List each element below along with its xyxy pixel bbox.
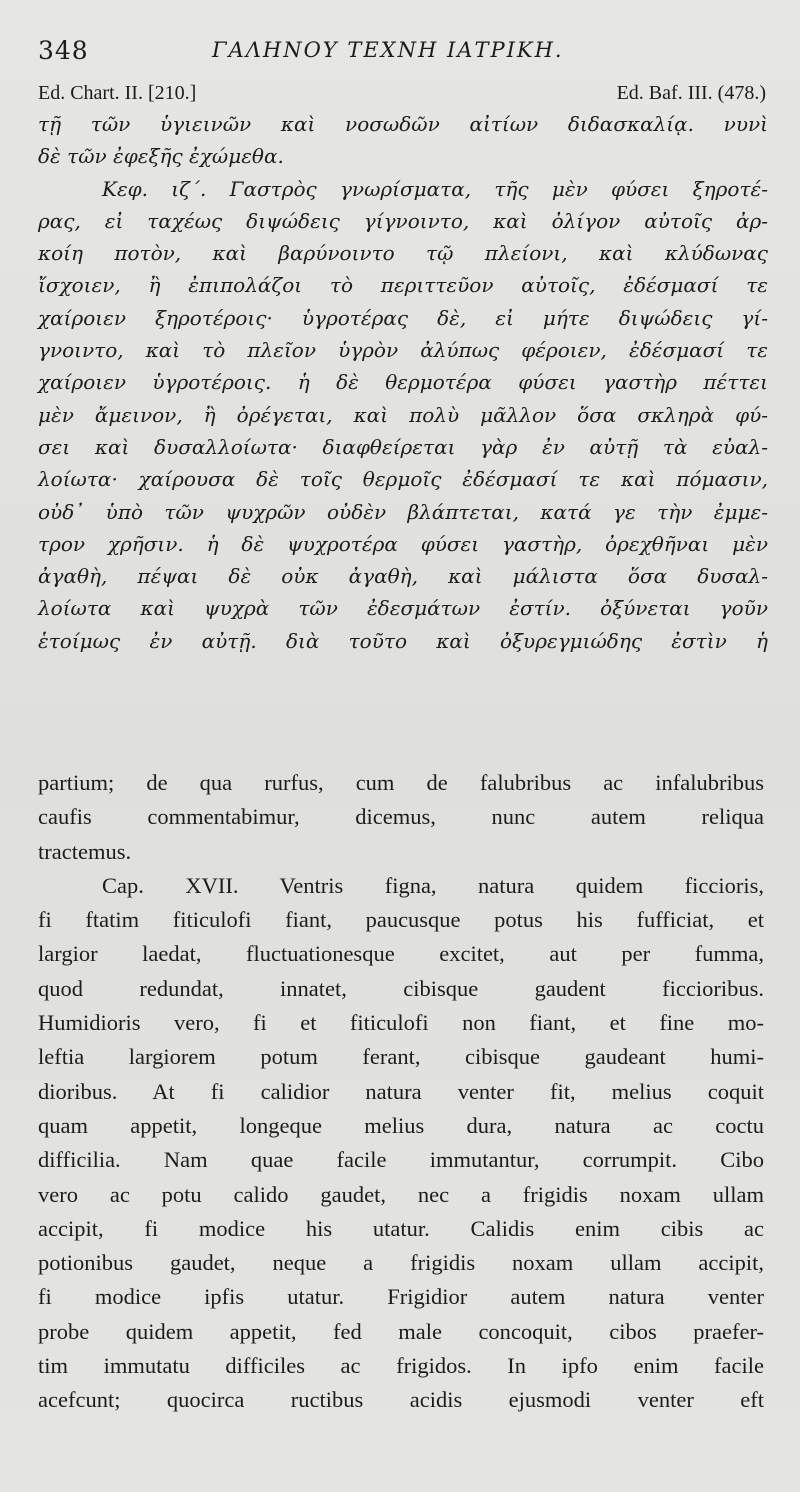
- latin-line: caufis commentabimur, dicemus, nunc autem reliqua: [38, 804, 764, 830]
- greek-line: τῇ τῶν ὑγιεινῶν καὶ νοσωδῶν αἰτίων διδασκαλίᾳ. νυνὶ: [38, 112, 768, 136]
- latin-line: leftia largiorem potum ferant, cibisque gaudeant humi-: [38, 1044, 764, 1070]
- greek-line: γνοιντο, καὶ τὸ πλεῖον ὑγρὸν ἀλύπως φέροιεν, ἐδέσμασί τε: [38, 338, 768, 363]
- greek-line: μὲν ἄμεινον, ἢ ὀρέγεται, καὶ πολὺ μᾶλλον ὅσα σκληρὰ φύ-: [38, 402, 768, 427]
- latin-text-block: [38, 766, 764, 1418]
- latin-line: accipit, fi modice his utatur. Calidis enim cibis ac: [38, 1215, 764, 1241]
- latin-line: tractemus.: [38, 838, 132, 864]
- greek-chapter-heading-line: Κεφ. ιζ΄. Γαστρὸς γνωρίσματα, τῆς μὲν φύσει ξηροτέ-: [102, 176, 768, 201]
- latin-line: largior laedat, fluctuationesque excitet, aut per fumma,: [38, 941, 764, 967]
- edition-references: [38, 82, 766, 108]
- greek-line: λοίωτα καὶ ψυχρὰ τῶν ἐδεσμάτων ἐστίν. ὀξύνεται γοῦν: [38, 596, 768, 621]
- latin-line: vero ac potu calido gaudet, nec a frigidis noxam ullam: [38, 1181, 764, 1207]
- greek-line: ρας, εἰ ταχέως διψώδεις γίγνοιντο, καὶ ὀλίγον αὐτοῖς ἀρ-: [38, 208, 768, 233]
- latin-line: difficilia. Nam quae facile immutantur, corrumpit. Cibo: [38, 1147, 764, 1173]
- page-number: 348: [38, 36, 89, 65]
- latin-line: fi modice ipfis utatur. Frigidior autem natura venter: [38, 1284, 764, 1310]
- greek-line: λοίωτα· χαίρουσα δὲ τοῖς θερμοῖς ἐδέσμασί τε καὶ πόμασιν,: [38, 467, 768, 492]
- greek-text-block: [38, 108, 768, 657]
- running-title: ΓΑΛΗΝΟΥ ΤΕΧΝΗ ΙΑΤΡΙΚΗ.: [212, 38, 564, 62]
- latin-line: dioribus. At fi calidior natura venter fit, melius coquit: [38, 1078, 764, 1104]
- latin-line: quod redundat, innatet, cibisque gaudent ficcioribus.: [38, 975, 764, 1001]
- greek-line: δὲ τῶν ἐφεξῆς ἐχώμεθα.: [38, 144, 284, 169]
- latin-line: tim immutatu difficiles ac frigidos. In ipfo enim facile: [38, 1353, 764, 1379]
- page-header: [38, 30, 778, 70]
- latin-chapter-heading-line: Cap. XVII. Ventris figna, natura quidem ficcioris,: [102, 872, 764, 898]
- greek-line: ἴσχοιεν, ἢ ἐπιπολάζοι τὸ περιττεῦον αὐτοῖς, ἐδέσμασί τε: [38, 273, 768, 298]
- latin-line: quam appetit, longeque melius dura, natura ac coctu: [38, 1112, 764, 1138]
- greek-line: τρον χρῆσιν. ἡ δὲ ψυχροτέρα φύσει γαστὴρ, ὀρεχθῆναι μὲν: [38, 531, 768, 556]
- greek-line: ἀγαθὴ, πέψαι δὲ οὐκ ἀγαθὴ, καὶ μάλιστα ὅσα δυσαλ-: [38, 564, 768, 589]
- greek-line: σει καὶ δυσαλλοίωτα· διαφθείρεται γὰρ ἐν αὐτῇ τὰ εὐαλ-: [38, 434, 768, 459]
- greek-line: ἑτοίμως ἐν αὐτῇ. διὰ τοῦτο καὶ ὀξυρεγμιώδης ἐστὶν ἡ: [38, 628, 768, 653]
- greek-line: χαίροιεν ξηροτέροις· ὑγροτέρας δὲ, εἰ μήτε διψώδεις γί-: [38, 305, 768, 330]
- latin-line: probe quidem appetit, fed male concoquit, cibos praefer-: [38, 1318, 764, 1344]
- greek-line: οὐδ᾽ ὑπὸ τῶν ψυχρῶν οὐδὲν βλάπτεται, κατά γε τὴν ἐμμε-: [38, 499, 768, 524]
- greek-line: κοίη ποτὸν, καὶ βαρύνοιντο τῷ πλείονι, καὶ κλύδωνας: [38, 241, 768, 266]
- latin-line: acefcunt; quocirca ructibus acidis ejusmodi venter eft: [38, 1387, 764, 1413]
- edition-chartier-reference: Ed. Chart. II. [210.]: [38, 82, 197, 104]
- latin-line: Humidioris vero, fi et fiticulofi non fiant, et fine mo-: [38, 1010, 764, 1036]
- edition-basel-reference: Ed. Baf. III. (478.): [616, 82, 766, 104]
- latin-line: partium; de qua rurfus, cum de falubribus ac infalubribus: [38, 770, 764, 795]
- greek-line: χαίροιεν ὑγροτέροις. ἡ δὲ θερμοτέρα φύσει γαστὴρ πέττει: [38, 370, 768, 395]
- latin-line: potionibus gaudet, neque a frigidis noxam ullam accipit,: [38, 1250, 764, 1276]
- latin-line: fi ftatim fiticulofi fiant, paucusque potus his fufficiat, et: [38, 907, 764, 933]
